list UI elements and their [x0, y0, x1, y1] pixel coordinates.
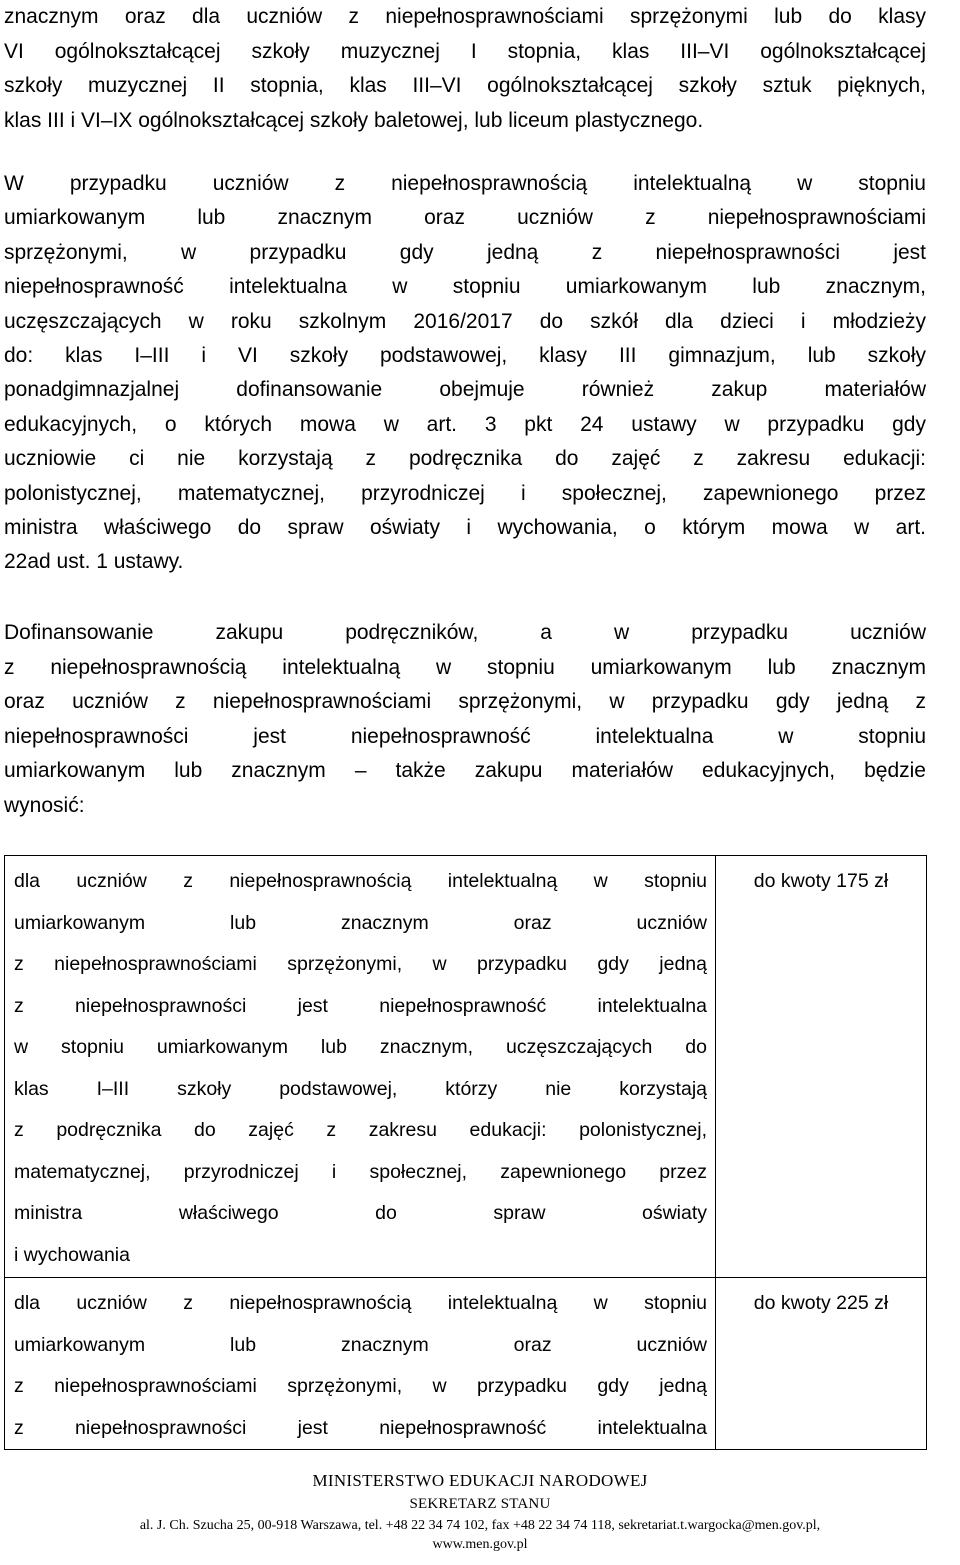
text-line: wynosić:	[4, 793, 85, 817]
cell-line: z podręcznika do zajęć z zakresu edukacji: polonistycznej,	[14, 1119, 707, 1141]
footer-role: SEKRETARZ STANU	[409, 1496, 551, 1512]
text-line: do: klas I–III i VI szkoły podstawowej, klasy III gimnazjum, lub szkoły	[4, 343, 926, 367]
footer-ministry: MINISTERSTWO EDUKACJI NARODOWEJ	[312, 1471, 648, 1490]
eligibility-cell	[5, 856, 716, 1278]
cell-line: i wychowania	[14, 1243, 130, 1266]
footer-website: www.men.gov.pl	[432, 1537, 528, 1552]
cell-line: dla uczniów z niepełnosprawnością intelektualną w stopniu	[14, 1292, 707, 1314]
text-line: szkoły muzycznej II stopnia, klas III–VI ogólnokształcącej szkoły sztuk pięknych,	[4, 74, 926, 98]
text-line: Dofinansowanie zakupu podręczników, a w przypadku uczniów	[4, 621, 926, 644]
eligibility-cell	[5, 1278, 716, 1450]
cell-line: klas I–III szkoły podstawowej, którzy nie korzystają	[14, 1077, 707, 1100]
table-row	[5, 856, 927, 1278]
letterhead-footer	[0, 1468, 960, 1553]
amount-value: do kwoty 225 zł	[753, 1292, 889, 1314]
text-line: z niepełnosprawnością intelektualną w stopniu umiarkowanym lub znacznym	[4, 655, 926, 679]
text-line: ponadgimnazjalnej dofinansowanie obejmuje również zakup materiałów	[4, 378, 926, 402]
text-line: uczniowie ci nie korzystają z podręcznika do zajęć z zakresu edukacji:	[4, 447, 926, 471]
text-line: umiarkowanym lub znacznym oraz uczniów z niepełnosprawnościami	[4, 206, 926, 230]
cell-line: z niepełnosprawności jest niepełnosprawność intelektualna	[14, 994, 707, 1017]
amount-value: do kwoty 175 zł	[753, 870, 889, 892]
cell-line: dla uczniów z niepełnosprawnością intelektualną w stopniu	[14, 870, 707, 892]
amount-cell	[716, 856, 927, 1278]
cell-line: w stopniu umiarkowanym lub znacznym, uczęszczających do	[14, 1036, 707, 1058]
text-line: W przypadku uczniów z niepełnosprawnością intelektualną w stopniu	[4, 172, 926, 195]
paragraph-funding-intro	[4, 616, 926, 824]
text-line: znacznym oraz dla uczniów z niepełnosprawnościami sprzężonymi lub do klasy	[4, 5, 926, 28]
text-line: niepełnosprawności jest niepełnosprawność intelektualna w stopniu	[4, 724, 926, 748]
paragraph-continuation	[4, 0, 926, 138]
text-line: niepełnosprawność intelektualna w stopniu umiarkowanym lub znacznym,	[4, 275, 926, 299]
text-line: edukacyjnych, o których mowa w art. 3 pkt 24 ustawy w przypadku gdy	[4, 412, 926, 436]
cell-line: z niepełnosprawności jest niepełnosprawność intelektualna	[14, 1416, 707, 1439]
cell-line: ministra właściwego do spraw oświaty	[14, 1202, 707, 1224]
footer-address: al. J. Ch. Szucha 25, 00-918 Warszawa, tel. +48 22 34 74 102, fax +48 22 34 74 118, sekretariat.t.wargocka@men.gov.pl,	[139, 1518, 821, 1533]
cell-line: matematycznej, przyrodniczej i społecznej, zapewnionego przez	[14, 1160, 707, 1183]
cell-line: z niepełnosprawnościami sprzężonymi, w przypadku gdy jedną	[14, 953, 707, 975]
text-line: VI ogólnokształcącej szkoły muzycznej I stopnia, klas III–VI ogólnokształcącej	[4, 39, 926, 63]
text-line: uczęszczających w roku szkolnym 2016/2017 do szkół dla dzieci i młodzieży	[4, 309, 926, 333]
funding-amounts-table	[4, 855, 927, 1450]
cell-line: z niepełnosprawnościami sprzężonymi, w przypadku gdy jedną	[14, 1375, 707, 1397]
text-line: umiarkowanym lub znacznym – także zakupu materiałów edukacyjnych, będzie	[4, 759, 926, 783]
table-row	[5, 1278, 927, 1450]
text-line: oraz uczniów z niepełnosprawnościami sprzężonymi, w przypadku gdy jedną z	[4, 690, 926, 714]
cell-line: umiarkowanym lub znacznym oraz uczniów	[14, 1333, 707, 1356]
amount-cell	[716, 1278, 927, 1450]
text-line: ministra właściwego do spraw oświaty i wychowania, o którym mowa w art.	[4, 515, 926, 539]
text-line: 22ad ust. 1 ustawy.	[4, 550, 184, 574]
text-line: klas III i VI–IX ogólnokształcącej szkoły baletowej, lub liceum plastycznego.	[4, 108, 704, 132]
text-line: polonistycznej, matematycznej, przyrodniczej i społecznej, zapewnionego przez	[4, 481, 926, 505]
cell-line: umiarkowanym lub znacznym oraz uczniów	[14, 911, 707, 934]
paragraph-materials	[4, 167, 926, 580]
text-line: sprzężonymi, w przypadku gdy jedną z niepełnosprawności jest	[4, 240, 926, 264]
